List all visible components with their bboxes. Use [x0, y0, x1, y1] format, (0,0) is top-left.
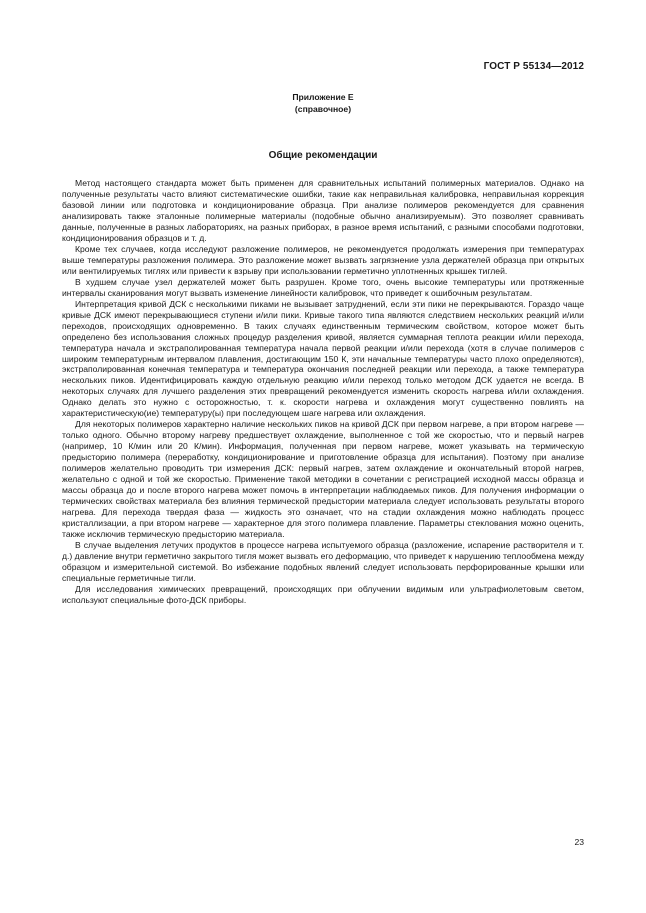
appendix-subtitle: (справочное): [294, 104, 352, 114]
paragraph: В худшем случае узел держателей может быть разрушен. Кроме того, очень высокие температуры или протяженные интервалы сканирования могут вызвать изменение линейности калибровок, что приведет к ошибочным результатам.: [62, 276, 584, 298]
body-text: [62, 178, 584, 606]
paragraph: Кроме тех случаев, когда исследуют разложение полимеров, не рекомендуется продолжать измерения при температурах выше температуры разложения полимера. Это разложение может вызвать загрязнение узла держателей образца при открытых или вентилируемых тиглях или привести к взрыву при использовании герметично уплотненных крышек тиглей.: [62, 243, 584, 276]
paragraph: В случае выделения летучих продуктов в процессе нагрева испытуемого образца (разложение, испарение растворителя и т. д.) давление внутри герметично закрытого тигля может вызвать его деформацию, что приведет к нарушению теплообмена между образцом и измерительной системой. Во избежание подобных явлений следует использовать перфорированные крышки или специальные герметичные тигли.: [62, 539, 584, 583]
section-title: Общие рекомендации: [268, 150, 378, 161]
appendix-title: Приложение Е: [292, 92, 354, 102]
paragraph: Метод настоящего стандарта может быть применен для сравнительных испытаний полимерных материалов. Однако на полученные результаты часто влияют систематические ошибки, такие как неправильная калибровка, неправильная коррекция базовой линии или подготовка и кондиционирование образца. При анализе полимеров рекомендуется для сравнения анализировать также эталонные полимерные материалы (подобные обычно анализируемым). Это позволяет сравнивать данные, полученные в разных лабораториях, на разных приборах, в разное время испытаний, с разными способами подготовки, кондиционирования образцов и т. д.: [62, 178, 584, 243]
page-number: 23: [574, 837, 584, 847]
paragraph: Для исследования химических превращений, происходящих при облучении видимым или ультрафиолетовым светом, используют специальные фото-ДСК приборы.: [62, 583, 584, 605]
appendix-heading: [0, 91, 646, 115]
paragraph: Интерпретация кривой ДСК с несколькими пиками не вызывает затруднений, если эти пики не перекрываются. Гораздо чаще кривые ДСК имеют перекрывающиеся ступени и/или пики. Кривые такого типа являются следствием нескольких реакций и/или переходов, происходящих одновременно. В таких случаях единственным термическим свойством, которое может быть определено без использования сложных процедур разделения кривой, является суммарная теплота реакции и/или перехода, температура начала и экстраполированная температура начала первой реакции и/или перехода (хотя в случае полимеров с широким температурным интервалом плавления, достигающим 150 К, эти начальные температуры часто плохо определяются), экстраполированная конечная температура и температура окончания последней реакции или перехода, а также температура нескольких пиков. Идентифицировать каждую отдельную реакцию и/или переход только методом ДСК удается не всегда. В некоторых случаях для лучшего разделения этих превращений рекомендуется изменить скорость нагрева и/или охлаждения. Однако делать это нужно с осторожностью, т. к. скорости нагрева и охлаждения могут существенно повлиять на характеристическую(ие) температуру(ы) при последующем шаге нагрева или охлаждения.: [62, 298, 584, 419]
paragraph: Для некоторых полимеров характерно наличие нескольких пиков на кривой ДСК при первом нагреве, а при втором нагреве — только одного. Обычно второму нагреву предшествует охлаждение, выполненное с той же скоростью, что и первый нагрев (например, 10 К/мин или 20 К/мин). Информация, полученная при первом нагреве, может указывать на термическую предысторию полимера (переработку, кондиционирование и приготовление образца для испытания). Поэтому при анализе полимеров желательно проводить три измерения ДСК: первый нагрев, затем охлаждение и окончательный второй нагрев, желательно с одной и той же скоростью. Применение такой методики в сочетании с регистрацией исходной массы образца и массы образца до и после второго нагрева может помочь в интерпретации наблюдаемых пиков. Для получения информации о термических свойствах материала без влияния термической предыстории материала следует использовать результаты второго нагрева. Для перехода твердая фаза — жидкость это означает, что на стадии охлаждения можно наблюдать процесс кристаллизации, а при втором нагреве — характерное для этого полимера плавление. Параметры стеклования можно оценить, также исключив термическую предысторию материала.: [62, 419, 584, 539]
standard-designation: ГОСТ Р 55134—2012: [483, 61, 584, 72]
